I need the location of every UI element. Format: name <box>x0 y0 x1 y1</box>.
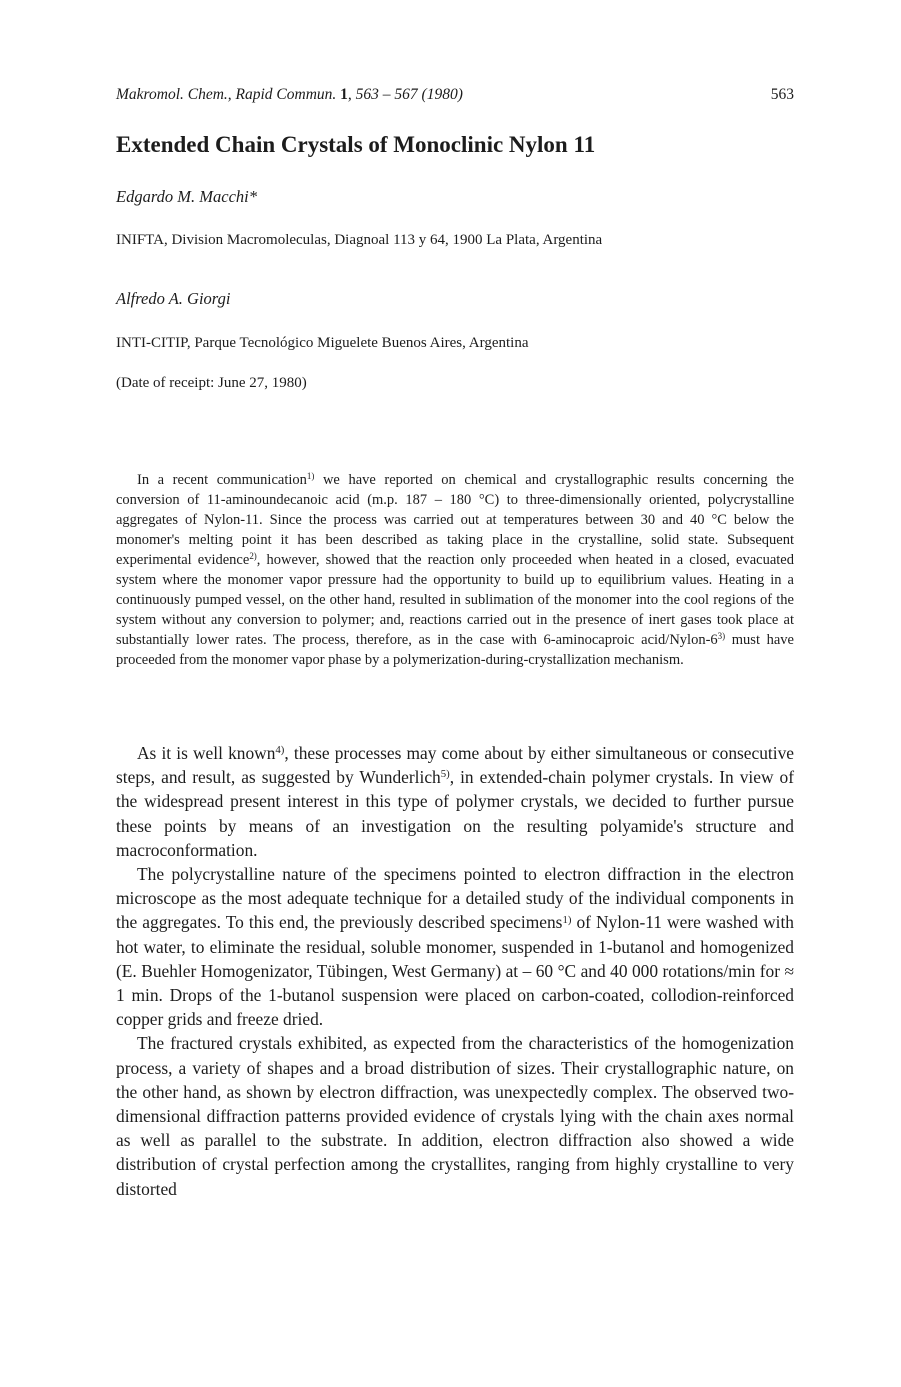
running-head <box>116 86 794 104</box>
paragraph-text: The polycrystalline nature of the specimens pointed to electron diffraction in the electron microscope as the most adequate technique for a detailed study of the individual components in the aggregates. To this end, the previously described specimens <box>116 864 794 933</box>
paragraph: The fractured crystals exhibited, as expected from the characteristics of the homogenization process, a variety of shapes and a broad distribution of sizes. Their crystallographic nature, on the other hand, as shown by electron diffraction, was unexpectedly complex. The observed two-dimensional diffraction patterns provided evidence of crystals lying with the chain axes normal as well as parallel to the substrate. In addition, electron diffraction also showed a wide distribution of crystal perfection among the crystallites, ranging from highly crystalline to very distorted <box>116 1033 794 1199</box>
journal-name: Makromol. Chem., Rapid Commun. <box>116 86 337 103</box>
reference-marker: 2) <box>249 551 257 562</box>
abstract-text: In a recent communication <box>137 472 307 488</box>
journal-citation <box>116 86 463 103</box>
receipt-date: (Date of receipt: June 27, 1980) <box>116 375 307 391</box>
reference-marker: 4) <box>275 744 285 757</box>
abstract-text: , however, showed that the reaction only proceeded when heated in a closed, evacuated system where the monomer vapor pressure had the opportunity to build up to equilibrium values. Heating in a continuously pumped vessel, on the other hand, resulted in sublimation of the monomer into the cool regions of the system without any conversion to polymer; and, reactions carried out in the presence of inert gases took place at substantially lower rates. The process, therefore, as in the case with 6-aminocaproic acid/Nylon-6 <box>116 552 794 648</box>
body-text <box>116 741 794 1201</box>
author-name: Alfredo A. Giorgi <box>116 289 231 308</box>
paragraph-text: , in extended-chain polymer crystals. In view of the widespread present interest in this type of polymer crystals, we decided to further pursue these points by means of an investigation on the resulting polyamide's structure and macroconformation. <box>116 767 794 860</box>
paragraph-text: As it is well known <box>137 743 276 763</box>
abstract <box>116 470 794 670</box>
paragraph <box>116 741 794 862</box>
reference-marker: 3) <box>717 631 726 642</box>
journal-volume: 1 <box>340 86 348 103</box>
reference-marker: 5) <box>440 768 450 781</box>
journal-pages-year: , 563 – 567 (1980) <box>347 86 463 103</box>
author-affiliation: INTI-CITIP, Parque Tecnológico Miguelete Buenos Aires, Argentina <box>116 335 529 351</box>
abstract-text: must have proceeded from the monomer vapor phase by a polymerization-during-crystallization mechanism. <box>116 632 794 668</box>
paragraph <box>116 862 794 1031</box>
paragraph-text: of Nylon-11 were washed with hot water, to eliminate the residual, soluble monomer, suspended in 1-butanol and homogenized (E. Buehler Homogenizator, Tübingen, West Germany) at – 60 °C and 40 000 rotations/min for ≈ 1 min. Drops of the 1-butanol suspension were placed on carbon-coated, collodion-reinforced copper grids and freeze dried. <box>116 912 794 1030</box>
author-name: Edgardo M. Macchi* <box>116 187 257 206</box>
reference-marker: 1) <box>562 913 572 926</box>
paper-title: Extended Chain Crystals of Monoclinic Nylon 11 <box>116 132 596 157</box>
author-affiliation: INIFTA, Division Macromoleculas, Diagnoal 113 y 64, 1900 La Plata, Argentina <box>116 232 603 248</box>
abstract-text: we have reported on chemical and crystallographic results concerning the conversion of 11-aminoundecanoic acid (m.p. 187 – 180 °C) to three-dimensionally oriented, polycrystalline aggregates of Nylon-11. Since the process was carried out at temperatures between 30 and 40 °C below the monomer's melting point it has been described as taking place in the crystalline, solid state. Subsequent experimental evidence <box>116 472 794 568</box>
page-number: 563 <box>770 86 794 103</box>
reference-marker: 1) <box>306 471 315 482</box>
paragraph-text: , these processes may come about by either simultaneous or consecutive steps, and result, as suggested by Wunderlich <box>116 743 794 788</box>
